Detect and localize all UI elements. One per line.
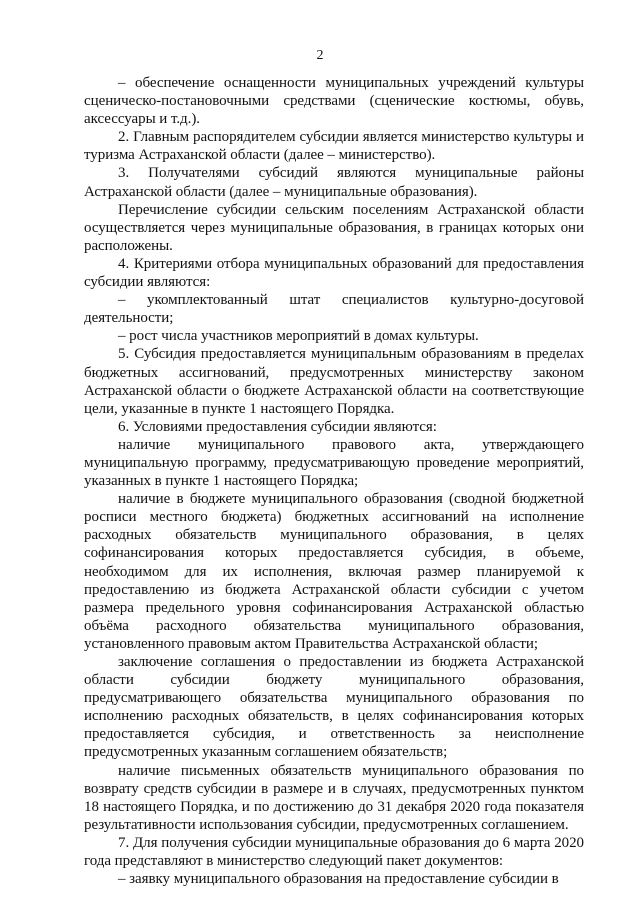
- paragraph-7: – рост числа участников мероприятий в домах культуры.: [118, 328, 479, 345]
- page-number: 2: [316, 48, 324, 63]
- paragraph-6: – укомплектованный штат специалистов культурно-досуговой деятельности;: [84, 292, 584, 327]
- paragraph-5: 4. Критериями отбора муниципальных образований для предоставления субсидии являются:: [84, 255, 584, 291]
- paragraph-2: 2. Главным распорядителем субсидии является министерство культуры и туризма Астраханской области (далее – министерство).: [84, 129, 584, 164]
- paragraph-4: Перечисление субсидии сельским поселениям Астраханской области осуществляется через муниципальные образования, в границах которых они расположены.: [84, 201, 584, 254]
- paragraph-15: – заявку муниципального образования на предоставление субсидии в: [118, 871, 559, 888]
- paragraph-13: наличие письменных обязательств муниципального образования по возврату средств субсидии в размере и в случаях, предусмотренных пунктом 18 настоящего Порядка, и по достижению до 31 декабря 2020 года показателя результативности использования субсидии, предусмотренных соглашением.: [84, 762, 584, 833]
- paragraph-14: 7. Для получения субсидии муниципальные образования до 6 марта 2020 года представляют в министерство следующий пакет документов:: [84, 834, 584, 870]
- paragraph-10: наличие муниципального правового акта, утверждающего муниципальную программу, предусматривающую проведение мероприятий, указанных в пункте 1 настоящего Порядка;: [84, 436, 584, 490]
- paragraph-11: наличие в бюджете муниципального образования (сводной бюджетной росписи местного бюджета) бюджетных ассигнований на исполнение расходных обязательств муниципального образования, в целях софинансирования которых предоставляется субсидия, в объеме, необходимом для их исполнения, включая размер планируемой к предоставлению из бюджета Астраханской области субсидии с учетом размера предельного уровня софинансирования Астраханской областью объёма расходного обязательства муниципального образования, установленного правовым актом Правительства Астраханской области;: [84, 491, 584, 652]
- paragraph-9: 6. Условиями предоставления субсидии являются:: [118, 418, 437, 435]
- paragraph-8: 5. Субсидия предоставляется муниципальным образованиям в пределах бюджетных ассигнований, предусмотренных министерству законом Астраханской области о бюджете Астраханской области на соответствующие цели, указанные в пункте 1 настоящего Порядка.: [84, 346, 584, 417]
- paragraph-12: заключение соглашения о предоставлении из бюджета Астраханской области субсидии бюджету муниципального образования, предусматривающего обязательства муниципального образования по исполнению расходных обязательств, в целях софинансирования которых предоставляется субсидия, и ответственность за неисполнение предусмотренных указанным соглашением обязательств;: [84, 654, 584, 761]
- paragraph-3: 3. Получателями субсидий являются муниципальные районы Астраханской области (далее – муниципальные образования).: [84, 165, 584, 200]
- paragraph-1: – обеспечение оснащенности муниципальных учреждений культуры сценическо-постановочными средствами (сценические костюмы, обувь, аксессуары и т.д.).: [84, 75, 584, 128]
- document-body: [84, 74, 584, 888]
